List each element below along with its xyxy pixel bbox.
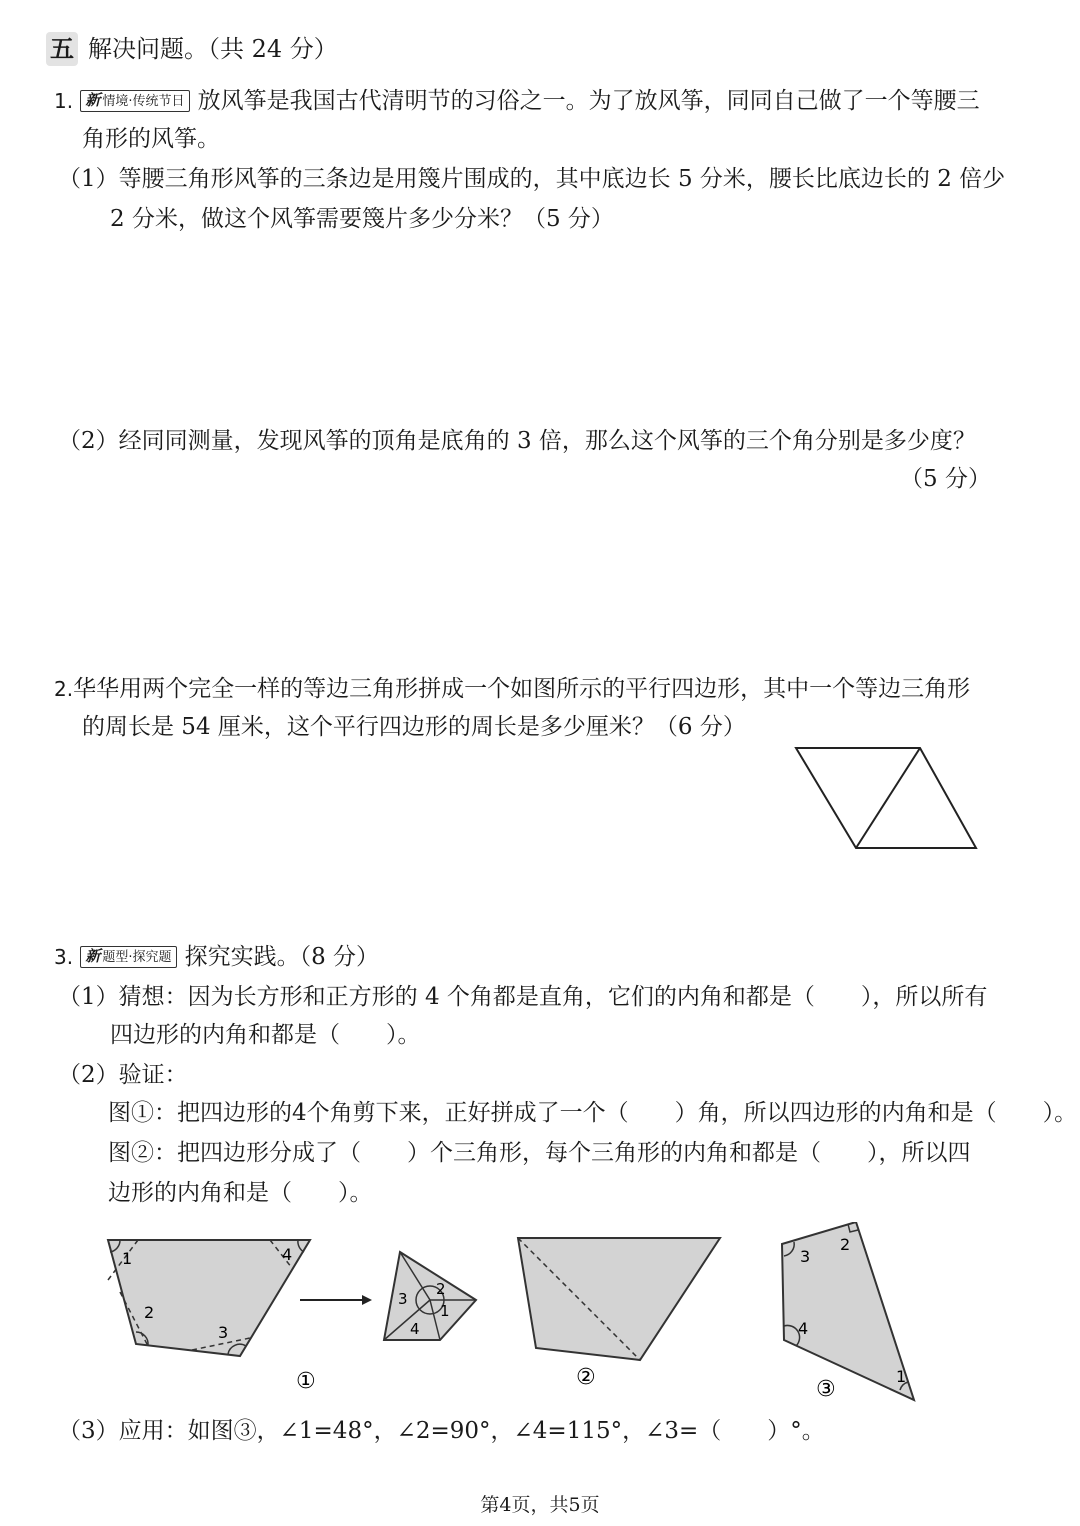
q3-line1 — [54, 940, 379, 974]
figure-3-quadrilateral — [782, 1222, 914, 1400]
section-badge: 五 — [46, 32, 78, 66]
q2-text: 华华用两个完全一样的等边三角形拼成一个如图所示的平行四边形，其中一个等边三角形 — [73, 676, 971, 702]
q3-fig1-text: 图①：把四边形的4个角剪下来，正好拼成了一个（ ）角，所以四边形的内角和是（ ）。 — [108, 1100, 1078, 1126]
fig1-angle-1: 1 — [122, 1249, 133, 1268]
q3-fig2-line1: 图②：把四边形分成了（ ）个三角形，每个三角形的内角和都是（ ），所以四 — [108, 1140, 971, 1166]
q1-part1-line2: 2 分米，做这个风筝需要篾片多少分米？（5 分） — [110, 206, 614, 232]
q2-line1 — [54, 672, 970, 706]
quadrilateral-figures — [100, 1222, 940, 1412]
q3-part3: （3）应用：如图③，∠1=48°，∠2=90°，∠4=115°，∠3=（ ）°。 — [58, 1418, 825, 1444]
parallelogram-outline — [796, 748, 976, 848]
q1-part2-score: （5 分） — [900, 466, 991, 492]
q3-title: 探究实践。（8 分） — [184, 944, 380, 970]
arrow-icon — [300, 1295, 372, 1305]
q3-fig2-line2: 边形的内角和是（ ）。 — [108, 1180, 373, 1206]
figure-1-quadrilateral — [108, 1240, 310, 1356]
q1-line1 — [54, 84, 980, 118]
figure-3-caption: ③ — [816, 1377, 836, 1402]
fig3-angle-4: 4 — [798, 1319, 809, 1338]
q1-number: 1. — [54, 89, 74, 113]
fig1b-angle-2: 2 — [436, 1280, 446, 1298]
fig3-angle-2: 2 — [840, 1235, 851, 1254]
parallelogram-figure — [780, 736, 1000, 866]
q3-tag: 新 题型·探究题 — [80, 946, 176, 968]
q2-number: 2. — [54, 677, 74, 701]
fig1b-angle-1: 1 — [440, 1302, 450, 1320]
q1-tag: 新 情境·传统节日 — [80, 90, 189, 112]
fig3-angle-3: 3 — [800, 1247, 811, 1266]
figure-2-quadrilateral — [518, 1238, 720, 1360]
fig1b-angle-3: 3 — [398, 1290, 408, 1308]
fig3-angle-1: 1 — [896, 1367, 907, 1386]
q3-part1-line1: （1）猜想：因为长方形和正方形的 4 个角都是直角，它们的内角和都是（ ），所以所有 — [58, 984, 988, 1010]
figure-1-assembled-angles — [384, 1252, 476, 1340]
q3-part2-title: （2）验证： — [58, 1062, 188, 1088]
fig1-angle-3: 3 — [218, 1323, 229, 1342]
page-footer: 第4页，共5页 — [480, 1494, 600, 1516]
fig1-angle-2: 2 — [144, 1303, 155, 1322]
figure-1-caption: ① — [296, 1369, 316, 1394]
fig1-angle-4: 4 — [282, 1245, 293, 1264]
q2-line2: 的周长是 54 厘米，这个平行四边形的周长是多少厘米？（6 分） — [82, 714, 746, 740]
figure-2-caption: ② — [576, 1365, 596, 1390]
fig1b-angle-4: 4 — [410, 1320, 420, 1338]
section-title: 解决问题。（共 24 分） — [88, 35, 338, 63]
q1-part1-line1: （1）等腰三角形风筝的三条边是用篾片围成的，其中底边长 5 分米，腰长比底边长的 2 倍少 — [58, 166, 1006, 192]
q1-line2: 角形的风筝。 — [82, 126, 220, 152]
q1-part2-line1: （2）经同同测量，发现风筝的顶角是底角的 3 倍，那么这个风筝的三个角分别是多少度？ — [58, 428, 976, 454]
q3-part1-line2: 四边形的内角和都是（ ）。 — [110, 1022, 421, 1048]
q3-number: 3. — [54, 945, 74, 969]
parallelogram-diagonal — [856, 748, 920, 848]
q1-text: 放风筝是我国古代清明节的习俗之一。为了放风筝，同同自己做了一个等腰三 — [197, 88, 980, 114]
